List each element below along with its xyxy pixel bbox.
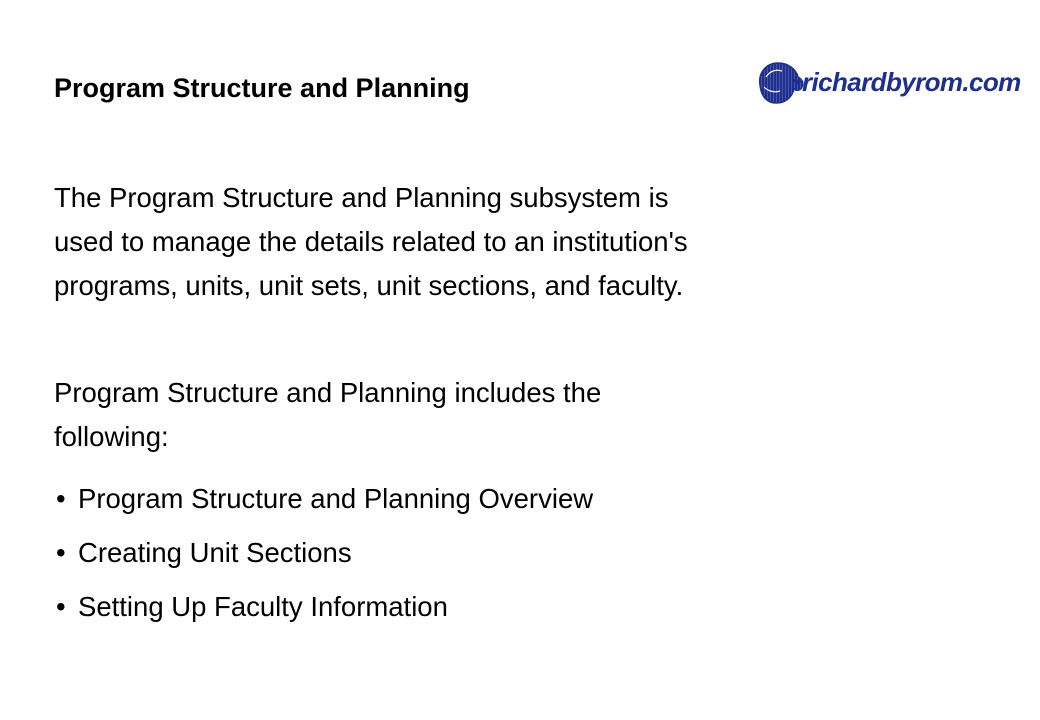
topic-list xyxy=(56,472,593,634)
intro-line-2: used to manage the details related to an institution's xyxy=(54,226,688,257)
list-item-text: Creating Unit Sections xyxy=(78,537,352,568)
slide-title: Program Structure and Planning xyxy=(54,73,470,103)
list-item-text: Setting Up Faculty Information xyxy=(78,591,448,622)
list-item xyxy=(56,472,593,526)
intro-line-1: The Program Structure and Planning subsystem is xyxy=(54,182,669,213)
includes-paragraph xyxy=(54,371,954,459)
logo-text: richardbyrom.com xyxy=(802,67,1021,97)
intro-paragraph xyxy=(54,176,954,308)
list-item xyxy=(56,580,593,634)
bullet-marker: • xyxy=(56,591,66,622)
list-item-text: Program Structure and Planning Overview xyxy=(78,483,594,514)
bullet-marker: • xyxy=(56,483,66,514)
includes-line-1: Program Structure and Planning includes the xyxy=(54,377,602,408)
richardbyrom-logo xyxy=(752,55,1040,111)
bullet-marker: • xyxy=(56,537,66,568)
list-item xyxy=(56,526,593,580)
intro-line-3: programs, units, unit sets, unit sections, and faculty. xyxy=(54,270,684,301)
includes-line-2: following: xyxy=(54,421,169,452)
